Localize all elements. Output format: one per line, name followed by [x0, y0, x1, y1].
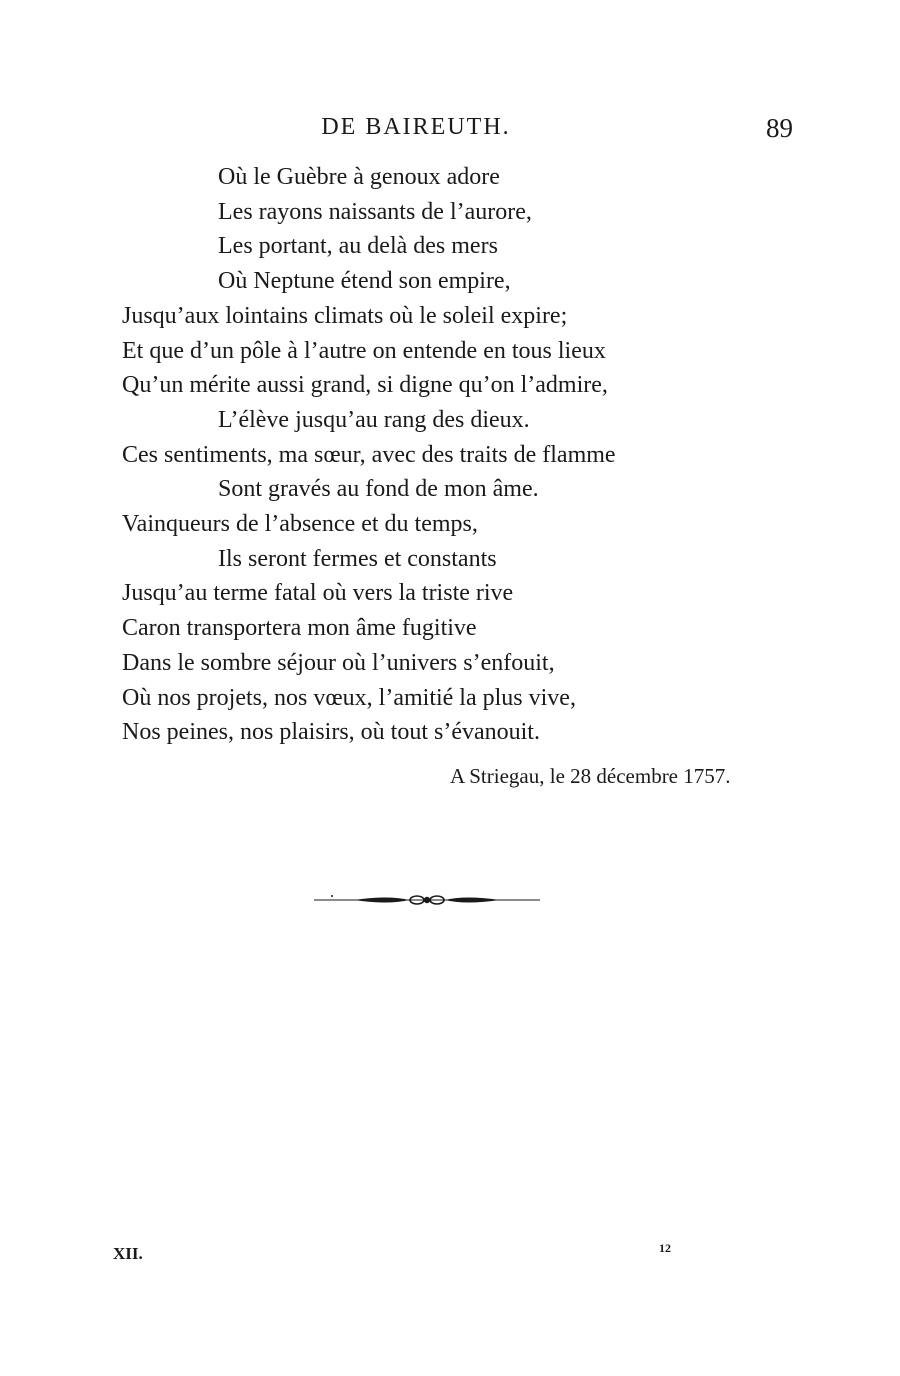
poem-line: Caron transportera mon âme fugitive	[122, 615, 477, 642]
sheet-number: 12	[659, 1241, 671, 1255]
divider-ornament-icon	[314, 890, 540, 908]
poem-line: Où le Guèbre à genoux adore	[218, 164, 500, 190]
poem-line: Jusqu’au terme fatal où vers la triste rive	[122, 580, 514, 607]
poem-line: L’élève jusqu’au rang des dieux.	[218, 406, 530, 433]
poem-line: Où nos projets, nos vœux, l’amitié la plus vive,	[122, 684, 576, 711]
poem-line: Jusqu’aux lointains climats où le soleil expire;	[122, 302, 568, 329]
poem-line: Les rayons naissants de l’aurore,	[218, 198, 532, 225]
poem-line: Dans le sombre séjour où l’univers s’enfouit,	[122, 649, 555, 676]
running-head: DE BAIREUTH.	[321, 114, 511, 140]
poem-line: Ils seront fermes et constants	[218, 545, 497, 572]
poem-line: Les portant, au delà des mers	[218, 233, 498, 260]
poem-line: Vainqueurs de l’absence et du temps,	[122, 511, 478, 537]
poem-line: Où Neptune étend son empire,	[218, 268, 511, 295]
poem-line: Nos peines, nos plaisirs, où tout s’évanouit.	[122, 719, 540, 746]
poem-line: Qu’un mérite aussi grand, si digne qu’on l’admire,	[122, 372, 608, 399]
poem-line: Et que d’un pôle à l’autre on entende en tous lieux	[122, 337, 606, 364]
page-number: 89	[766, 113, 793, 143]
poem-line: Sont gravés au fond de mon âme.	[218, 476, 539, 503]
signature-mark: XII.	[113, 1244, 143, 1263]
poem-line: Ces sentiments, ma sœur, avec des traits de flamme	[122, 441, 616, 468]
dateline: A Striegau, le 28 décembre 1757.	[450, 764, 731, 788]
